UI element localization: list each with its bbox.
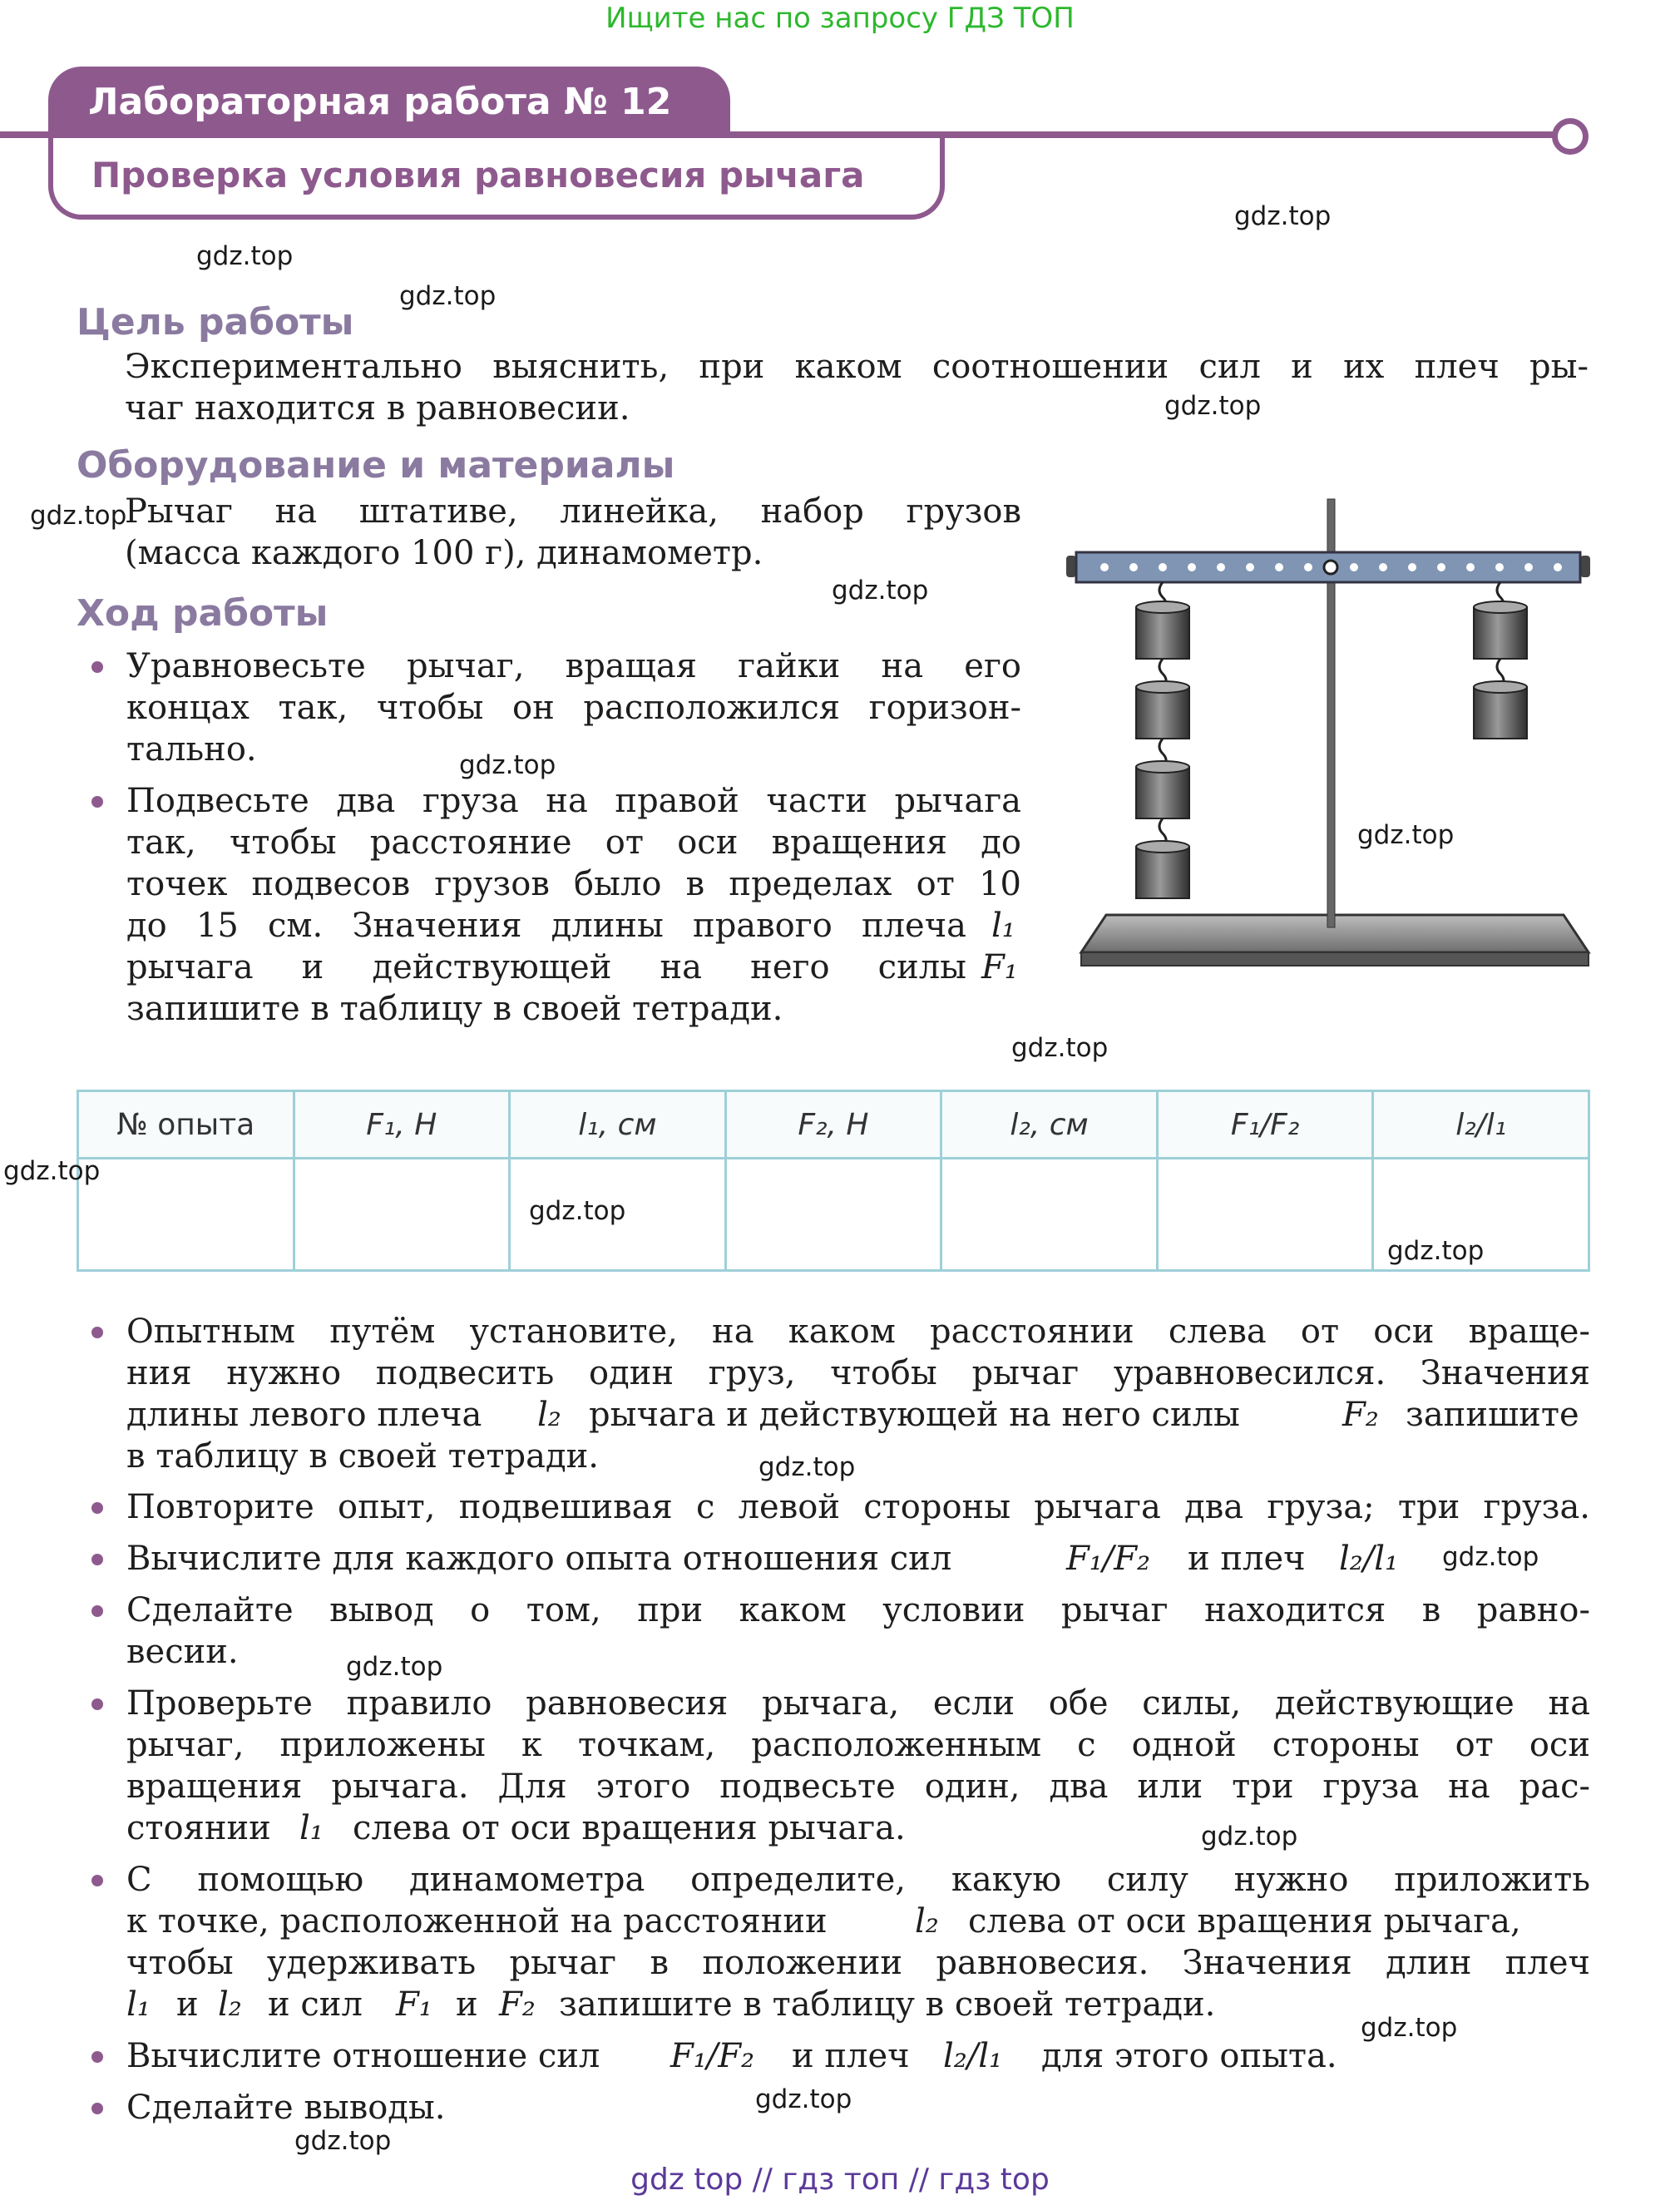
bullet-icon	[91, 1327, 103, 1338]
header-ring-icon	[1552, 118, 1589, 155]
table-header-cell: F₁/F₂	[1157, 1091, 1373, 1159]
table-header-cell: F₂, Н	[725, 1091, 941, 1159]
step-3-line-3c: запишите	[1406, 1396, 1579, 1434]
goal-heading: Цель работы	[77, 301, 354, 344]
step-5-b: и плеч	[1188, 1540, 1306, 1578]
watermark: gdz.top	[30, 501, 127, 531]
symbol-l2: l₂	[218, 1985, 242, 2024]
watermark: gdz.top	[529, 1196, 626, 1226]
step-9-c: для этого опыта.	[1041, 2037, 1337, 2075]
bullet-icon	[91, 2103, 103, 2114]
watermark: gdz.top	[399, 281, 497, 311]
symbol-l2l1: l₂/l₁	[1339, 1540, 1399, 1578]
bullet-icon	[91, 1554, 103, 1565]
symbol-F1F2: F₁/F₂	[1066, 1540, 1151, 1578]
lever-illustration	[1056, 491, 1605, 1040]
symbol-l2l1: l₂/l₁	[943, 2037, 1003, 2075]
watermark: gdz.top	[346, 1652, 443, 1682]
watermark: gdz.top	[832, 576, 929, 606]
lab-title: Лабораторная работа № 12	[48, 67, 730, 140]
step-8-line-4f: и	[456, 1985, 478, 2024]
bullet-icon	[91, 1698, 103, 1710]
goal-line-1: Экспериментально выяснить, при каком соотношении сил и их плеч ры-	[125, 348, 1589, 386]
bullet-icon	[91, 1605, 103, 1617]
symbol-l1: l₁	[126, 1985, 151, 2024]
symbol-l1: l₁	[991, 907, 1015, 945]
step-7-line-4b: слева от оси вращения рычага.	[353, 1809, 906, 1847]
step-3-line-3b: рычага и действующей на него силы	[589, 1396, 1240, 1434]
symbol-F1: F₁	[981, 948, 1018, 986]
step-3-line-4: в таблицу в своей тетради.	[126, 1437, 600, 1476]
watermark: gdz.top	[3, 1156, 101, 1186]
bullet-icon	[91, 1502, 103, 1514]
step-9-b: и плеч	[792, 2037, 910, 2075]
table-header-row	[78, 1091, 1589, 1159]
table-header-cell: № опыта	[78, 1091, 294, 1159]
step-2-line-3: точек подвесов грузов было в пределах от 10	[126, 865, 1021, 903]
results-table	[77, 1090, 1590, 1272]
bullet-icon	[91, 796, 103, 808]
step-8-line-1: С помощью динамометра определите, какую силу нужно приложить	[126, 1861, 1590, 1899]
step-2-line-6: запишите в таблицу в своей тетради.	[126, 990, 783, 1028]
step-10: Сделайте выводы.	[126, 2089, 446, 2127]
step-3-line-3a: длины левого плеча	[126, 1396, 482, 1434]
table-header-cell: l₂/l₁	[1373, 1091, 1589, 1159]
weight-stack-left	[1136, 582, 1189, 898]
watermark: gdz.top	[1442, 1542, 1539, 1572]
watermark: gdz.top	[1201, 1822, 1298, 1852]
bullet-icon	[91, 661, 103, 673]
step-6-line-2: весии.	[126, 1633, 239, 1671]
watermark: gdz.top	[758, 1452, 856, 1482]
symbol-l2: l₂	[537, 1396, 561, 1434]
table-header-cell: F₁, Н	[294, 1091, 510, 1159]
bottom-banner: gdz top // гдз топ // гдз top	[630, 2163, 1050, 2197]
watermark: gdz.top	[459, 750, 556, 780]
step-3-line-1: Опытным путём установите, на каком расстоянии слева от оси враще-	[126, 1313, 1590, 1351]
step-1-line-2: концах так, чтобы он расположился горизон-	[126, 689, 1021, 727]
table-cell	[941, 1159, 1158, 1271]
equipment-line-1: Рычаг на штативе, линейка, набор грузов	[125, 492, 1021, 531]
bullet-icon	[91, 2051, 103, 2063]
step-2-line-2: так, чтобы расстояние от оси вращения до	[126, 823, 1021, 862]
step-7-line-1: Проверьте правило равновесия рычага, если обе силы, действующие на	[126, 1684, 1590, 1723]
step-8-line-4b: и	[176, 1985, 199, 2024]
step-5-a: Вычислите для каждого опыта отношения сил	[126, 1540, 952, 1578]
table-cell	[294, 1159, 510, 1271]
watermark: gdz.top	[755, 2084, 852, 2114]
watermark: gdz.top	[1234, 201, 1332, 231]
watermark: gdz.top	[1387, 1236, 1485, 1266]
table-header-cell: l₁, см	[510, 1091, 726, 1159]
top-banner: Ищите нас по запросу ГДЗ ТОП	[605, 2, 1075, 35]
step-8-line-4d: и сил	[268, 1985, 363, 2024]
step-7-line-3: вращения рычага. Для этого подвесьте один, два или три груза на рас-	[126, 1767, 1590, 1806]
watermark: gdz.top	[1357, 820, 1455, 850]
header-line-left	[0, 131, 50, 138]
step-1-line-1: Уравновесьте рычаг, вращая гайки на его	[126, 647, 1021, 685]
watermark: gdz.top	[1164, 391, 1262, 421]
step-2-line-5: рычага и действующей на него силы	[126, 948, 966, 986]
table-cell	[1157, 1159, 1373, 1271]
step-8-line-4h: запишите в таблицу в своей тетради.	[559, 1985, 1216, 2024]
weight-stack-right	[1474, 582, 1527, 739]
goal-line-2: чаг находится в равновесии.	[125, 389, 630, 428]
watermark: gdz.top	[1361, 2013, 1458, 2043]
step-7-line-2: рычаг, приложены к точкам, расположенным с одной стороны от оси	[126, 1726, 1590, 1764]
symbol-l2: l₂	[915, 1902, 939, 1940]
lab-subtitle: Проверка условия равновесия рычага	[48, 138, 945, 220]
step-8-line-2b: слева от оси вращения рычага,	[968, 1902, 1521, 1940]
step-7-line-4a: стоянии	[126, 1809, 271, 1847]
symbol-F1: F₁	[396, 1985, 432, 2024]
step-8-line-2a: к точке, расположенной на расстоянии	[126, 1902, 828, 1940]
step-3-line-2: ния нужно подвесить один груз, чтобы рычаг уравновесился. Значения	[126, 1354, 1590, 1392]
watermark: gdz.top	[196, 241, 294, 271]
symbol-l1: l₁	[299, 1809, 324, 1847]
watermark: gdz.top	[1011, 1033, 1109, 1063]
bullet-icon	[91, 1875, 103, 1886]
table-cell	[725, 1159, 941, 1271]
step-1-line-3: тально.	[126, 730, 257, 769]
equipment-line-2: (масса каждого 100 г), динамометр.	[125, 534, 763, 572]
symbol-F2: F₂	[1342, 1396, 1379, 1434]
table-header-cell: l₂, см	[941, 1091, 1158, 1159]
lever-beam	[1066, 552, 1590, 582]
header-line	[724, 131, 1564, 138]
step-9-a: Вычислите отношение сил	[126, 2037, 600, 2075]
table-cell	[78, 1159, 294, 1271]
procedure-heading: Ход работы	[77, 592, 329, 635]
step-2-line-1: Подвесьте два груза на правой части рычага	[126, 782, 1021, 820]
watermark: gdz.top	[294, 2126, 392, 2156]
step-4: Повторите опыт, подвешивая с левой стороны рычага два груза; три груза.	[126, 1488, 1590, 1526]
step-8-line-3: чтобы удерживать рычаг в положении равновесия. Значения длин плеч	[126, 1944, 1590, 1982]
step-6-line-1: Сделайте вывод о том, при каком условии рычаг находится в равно-	[126, 1591, 1590, 1629]
symbol-F2: F₂	[499, 1985, 536, 2024]
symbol-F1F2: F₁/F₂	[670, 2037, 755, 2075]
equipment-heading: Оборудование и материалы	[77, 444, 675, 487]
step-2-line-4: до 15 см. Значения длины правого плеча	[126, 907, 966, 945]
table-row	[78, 1159, 1589, 1271]
